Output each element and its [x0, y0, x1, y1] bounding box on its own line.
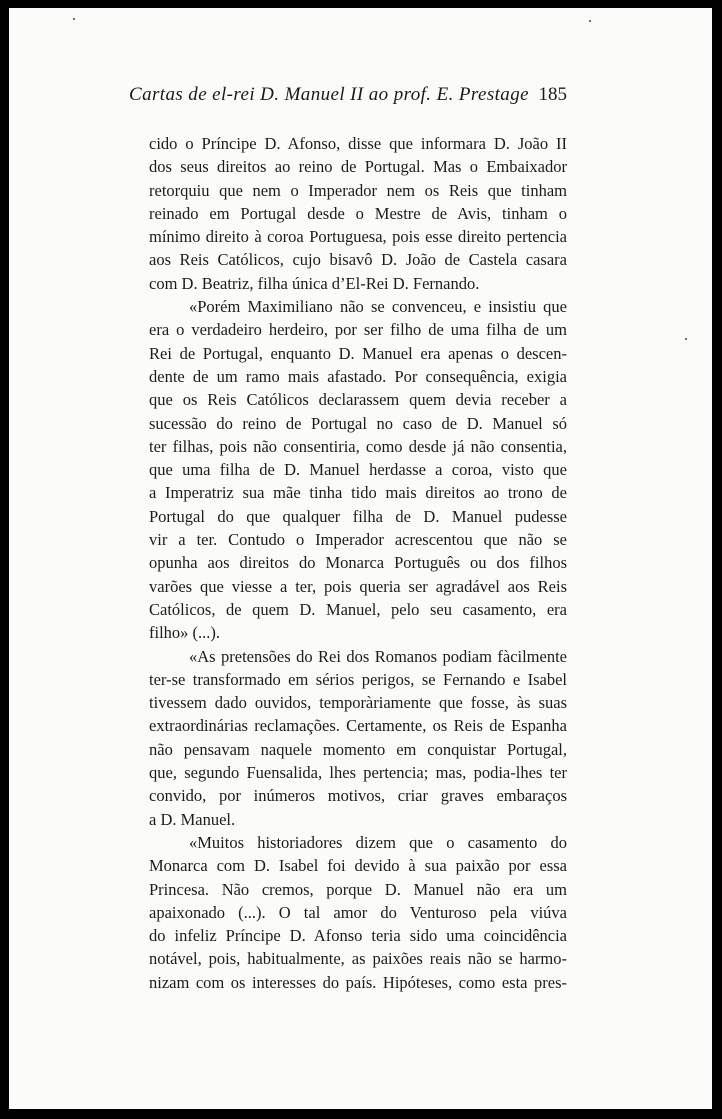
text-line: era o verdadeiro herdeiro, por ser filho de uma filha de um — [149, 320, 567, 340]
text-line: não pensavam naquele momento em conquistar Portugal, — [149, 739, 567, 759]
text-line: «As pretensões do Rei dos Romanos podiam fàcilmente — [189, 646, 567, 666]
text-line: ter-se transformado em sérios perigos, se Fernando e Isabel — [149, 669, 567, 689]
scan-speck — [685, 338, 687, 340]
text-line: filho» (...). — [149, 623, 221, 643]
text-line: ter filhas, pois não consentiria, como desde já não consentia, — [149, 436, 567, 456]
text-line: extraordinárias reclamações. Certamente, os Reis de Espanha — [149, 716, 567, 736]
scan-speck — [73, 18, 75, 20]
book-page — [9, 8, 712, 1109]
page-header — [129, 80, 567, 110]
text-line: notável, pois, habitualmente, as paixões reais não se harmo- — [149, 949, 567, 969]
text-line: que, segundo Fuensalida, lhes pertencia; mas, podia-lhes ter — [149, 763, 567, 783]
text-line: varões que viesse a ter, pois queria ser agradável aos Reis — [149, 576, 567, 596]
text-line: a Imperatriz sua mãe tinha tido mais direitos ao trono de — [149, 483, 567, 503]
text-line: mínimo direito à coroa Portuguesa, pois esse direito pertencia — [149, 227, 567, 247]
text-line: do infeliz Príncipe D. Afonso teria sido uma coincidência — [149, 926, 567, 946]
text-line: que os Reis Católicos declarassem quem devia receber a — [149, 390, 567, 410]
text-line: Princesa. Não cremos, porque D. Manuel não era um — [149, 879, 567, 899]
text-line: cido o Príncipe D. Afonso, disse que informara D. João II — [149, 134, 567, 153]
scan-speck — [589, 20, 591, 22]
text-line: aos Reis Católicos, cujo bisavô D. João de Castela casara — [149, 250, 567, 270]
text-line: Rei de Portugal, enquanto D. Manuel era apenas o descen- — [149, 343, 567, 363]
text-line: «Muitos historiadores dizem que o casamento do — [189, 832, 567, 852]
text-line: Católicos, de quem D. Manuel, pelo seu casamento, era — [149, 599, 567, 619]
page-number: 185 — [538, 84, 567, 105]
text-line: opunha aos direitos do Monarca Português ou dos filhos — [149, 553, 567, 573]
text-line: dos seus direitos ao reino de Portugal. Mas o Embaixador — [149, 157, 567, 177]
text-line: «Porém Maximiliano não se convenceu, e insistiu que — [189, 297, 567, 317]
text-line: a D. Manuel. — [149, 809, 236, 829]
text-line: nizam com os interesses do país. Hipóteses, como esta pres- — [149, 972, 567, 992]
text-line: vir a ter. Contudo o Imperador acrescentou que não se — [149, 530, 567, 550]
text-line: tivessem dado ouvidos, temporàriamente que fosse, às suas — [149, 693, 567, 713]
text-line: dente de um ramo mais afastado. Por consequência, exigia — [149, 366, 567, 386]
text-line: reinado em Portugal desde o Mestre de Avis, tinham o — [149, 203, 567, 223]
text-line: Portugal do que qualquer filha de D. Manuel pudesse — [149, 506, 567, 526]
text-line: com D. Beatriz, filha única d’El-Rei D. Fernando. — [149, 273, 480, 293]
text-line: retorquiu que nem o Imperador nem os Reis que tinham — [149, 180, 567, 200]
body-text — [149, 132, 567, 994]
text-line: convido, por inúmeros motivos, criar graves embaraços — [149, 786, 567, 806]
running-title: Cartas de el-rei D. Manuel II ao prof. E. Prestage — [129, 84, 529, 105]
text-line: que uma filha de D. Manuel herdasse a coroa, visto que — [149, 460, 567, 480]
text-line: apaixonado (...). O tal amor do Venturoso pela viúva — [149, 902, 567, 922]
text-line: Monarca com D. Isabel foi devido à sua paixão por essa — [149, 856, 567, 876]
text-line: sucessão do reino de Portugal no caso de D. Manuel só — [149, 413, 567, 433]
